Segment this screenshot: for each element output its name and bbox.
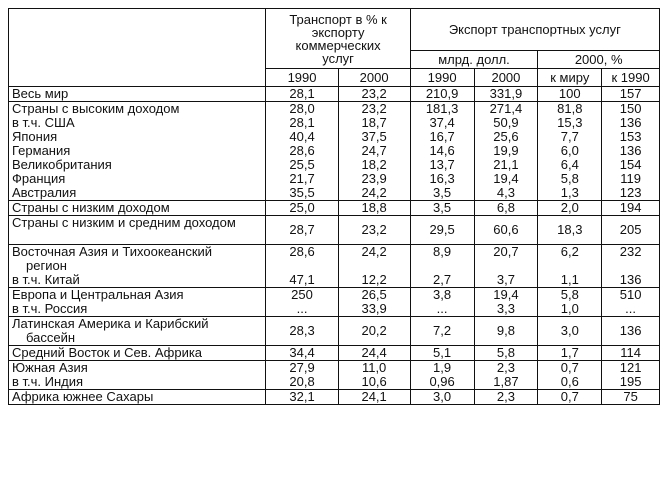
cell-value: 5,8 (496, 346, 515, 360)
value-cell-c4 (474, 361, 538, 390)
cell-value: 1,87 (493, 375, 519, 389)
cell-value: 23,2 (361, 102, 387, 116)
value-cell-c1 (266, 346, 338, 361)
cell-value: 24,2 (361, 245, 387, 259)
cell-value: 6,4 (560, 158, 579, 172)
row-label: в т.ч. Индия (12, 375, 84, 389)
cell-value: 18,3 (557, 222, 583, 237)
header-transport-export: Экспорт транспортных услуг (410, 9, 659, 51)
cell-value: 25,0 (289, 201, 315, 215)
cell-value: 194 (619, 201, 642, 215)
row-label: Франция (12, 172, 66, 186)
value-cell-c1 (266, 102, 338, 201)
cell-value: 11,0 (361, 361, 387, 375)
cell-value: 7,7 (560, 130, 579, 144)
table-row (9, 87, 660, 102)
cell-value: 6,0 (560, 144, 579, 158)
value-cell-c5 (538, 87, 602, 102)
value-cell-c5 (538, 317, 602, 346)
header-2000-percent: 2000, % (538, 51, 660, 69)
cell-value: 1,1 (560, 273, 579, 287)
value-cell-c2 (338, 87, 410, 102)
row-label: Австралия (12, 186, 77, 200)
cell-value: 2,0 (560, 201, 579, 215)
cell-value: 3,5 (433, 201, 452, 215)
cell-value: 250 (291, 288, 313, 302)
cell-value: 37,4 (429, 116, 455, 130)
cell-value: 3,3 (496, 302, 515, 316)
cell-value: 25,6 (493, 130, 519, 144)
cell-value: 21,7 (289, 172, 315, 186)
cell-value: 136 (619, 323, 642, 338)
cell-value: 8,9 (433, 245, 452, 259)
row-label-cell (9, 87, 266, 102)
cell-value: 28,6 (289, 144, 315, 158)
table-row (9, 317, 660, 346)
cell-value: 20,2 (361, 323, 387, 338)
cell-value: 27,9 (289, 361, 315, 375)
row-label: Страны с высоким доходом (12, 102, 180, 116)
row-label: Восточная Азия и Тихоокеанский регион (12, 244, 213, 273)
row-label: в т.ч. США (12, 116, 75, 130)
cell-value: 28,1 (289, 116, 315, 130)
cell-value: 2,3 (496, 390, 515, 404)
cell-value: 1,9 (433, 361, 452, 375)
value-cell-c6 (602, 361, 660, 390)
value-cell-c3 (410, 87, 474, 102)
value-cell-c4 (474, 201, 538, 216)
value-cell-c2 (338, 390, 410, 405)
row-label-cell (9, 102, 266, 201)
table-row (9, 216, 660, 245)
cell-value: 195 (619, 375, 642, 389)
header-to-1990: к 1990 (602, 69, 660, 87)
row-label-cell (9, 245, 266, 288)
value-cell-c3 (410, 317, 474, 346)
row-label-cell (9, 201, 266, 216)
value-cell-c1 (266, 390, 338, 405)
value-cell-c3 (410, 361, 474, 390)
cell-value: 16,3 (429, 172, 455, 186)
cell-value: 23,2 (361, 87, 387, 101)
cell-value: ... (436, 302, 448, 316)
row-label: Африка южнее Сахары (12, 390, 154, 404)
cell-value: 18,2 (361, 158, 387, 172)
value-cell-c2 (338, 216, 410, 245)
cell-value: 19,4 (493, 288, 519, 302)
value-cell-c4 (474, 390, 538, 405)
value-cell-c5 (538, 216, 602, 245)
cell-value: 232 (619, 245, 642, 259)
row-label: Латинская Америка и Карибский бассейн (12, 316, 209, 345)
cell-value: 24,1 (361, 390, 387, 404)
value-cell-c1 (266, 245, 338, 288)
cell-value: 0,6 (560, 375, 579, 389)
row-label-cell (9, 346, 266, 361)
cell-value: 40,4 (289, 130, 315, 144)
value-cell-c3 (410, 288, 474, 317)
header-2000-export: 2000 (474, 69, 538, 87)
cell-value: 16,7 (429, 130, 455, 144)
value-cell-c2 (338, 102, 410, 201)
cell-value: 75 (623, 390, 638, 404)
value-cell-c1 (266, 288, 338, 317)
cell-value: 20,7 (493, 245, 519, 259)
row-label: Страны с низким и средним доходом (12, 215, 236, 230)
cell-value: 2,7 (433, 273, 452, 287)
cell-value: 18,7 (361, 116, 387, 130)
cell-value: 26,5 (361, 288, 387, 302)
table-body (9, 87, 660, 405)
cell-value: 3,0 (560, 323, 579, 338)
cell-value: 21,1 (493, 158, 519, 172)
table-row (9, 245, 660, 288)
cell-value: 121 (619, 361, 642, 375)
value-cell-c2 (338, 288, 410, 317)
cell-value: 205 (619, 222, 642, 237)
cell-value: 10,6 (361, 375, 387, 389)
cell-value: 5,8 (560, 172, 579, 186)
cell-value: 9,8 (496, 323, 515, 338)
row-label: Южная Азия (12, 361, 88, 375)
cell-value: 14,6 (429, 144, 455, 158)
value-cell-c3 (410, 245, 474, 288)
cell-value: 24,4 (361, 346, 387, 360)
value-cell-c4 (474, 317, 538, 346)
value-cell-c1 (266, 87, 338, 102)
value-cell-c4 (474, 216, 538, 245)
cell-value: 1,3 (560, 186, 579, 200)
cell-value: 81,8 (557, 102, 583, 116)
cell-value: 20,8 (289, 375, 315, 389)
value-cell-c6 (602, 245, 660, 288)
statistics-table-page (8, 8, 660, 472)
value-cell-c6 (602, 201, 660, 216)
cell-value: 24,2 (361, 186, 387, 200)
row-label: Япония (12, 130, 58, 144)
value-cell-c2 (338, 245, 410, 288)
cell-value: 181,3 (425, 102, 459, 116)
cell-value: 32,1 (289, 390, 315, 404)
cell-value: 114 (620, 346, 641, 360)
value-cell-c5 (538, 390, 602, 405)
cell-value: 150 (619, 102, 642, 116)
cell-value: 28,6 (289, 245, 315, 259)
header-bln-usd: млрд. долл. (410, 51, 538, 69)
table-row (9, 346, 660, 361)
value-cell-c3 (410, 102, 474, 201)
cell-value: 28,0 (289, 102, 315, 116)
row-label-cell (9, 317, 266, 346)
cell-value: 24,7 (361, 144, 387, 158)
table-row (9, 102, 660, 201)
cell-value: 1,0 (560, 302, 579, 316)
row-label: Великобритания (12, 158, 112, 172)
row-label-cell (9, 361, 266, 390)
value-cell-c5 (538, 361, 602, 390)
header-to-world: к миру (538, 69, 602, 87)
value-cell-c3 (410, 390, 474, 405)
row-label: Страны с низким доходом (12, 201, 170, 215)
value-cell-c1 (266, 317, 338, 346)
row-label: Средний Восток и Сев. Африка (12, 346, 203, 360)
row-label-cell (9, 216, 266, 245)
value-cell-c6 (602, 216, 660, 245)
value-cell-c4 (474, 288, 538, 317)
cell-value: 510 (619, 288, 642, 302)
table-row (9, 288, 660, 317)
value-cell-c6 (602, 102, 660, 201)
value-cell-c5 (538, 201, 602, 216)
cell-value: 13,7 (429, 158, 455, 172)
value-cell-c4 (474, 87, 538, 102)
cell-value: 19,4 (493, 172, 519, 186)
row-label-cell (9, 288, 266, 317)
cell-value: 60,6 (493, 222, 519, 237)
cell-value: 0,7 (560, 361, 579, 375)
cell-value: 3,0 (433, 390, 452, 404)
cell-value: 28,1 (289, 87, 315, 101)
row-label: Европа и Центральная Азия (12, 288, 184, 302)
cell-value: 0,96 (429, 375, 455, 389)
value-cell-c1 (266, 361, 338, 390)
cell-value: 0,7 (560, 390, 579, 404)
cell-value: ... (625, 302, 637, 316)
cell-value: 34,4 (289, 346, 315, 360)
cell-value: 6,2 (560, 245, 579, 259)
cell-value: 4,3 (496, 186, 515, 200)
cell-value: 28,3 (289, 323, 315, 338)
cell-value: 12,2 (361, 273, 387, 287)
value-cell-c6 (602, 390, 660, 405)
cell-value: 18,8 (361, 201, 387, 215)
value-cell-c6 (602, 288, 660, 317)
cell-value: 5,8 (560, 288, 579, 302)
cell-value: ... (296, 302, 308, 316)
value-cell-c5 (538, 102, 602, 201)
cell-value: 5,1 (433, 346, 452, 360)
value-cell-c2 (338, 317, 410, 346)
cell-value: 210,9 (425, 87, 459, 101)
cell-value: 1,7 (560, 346, 579, 360)
cell-value: 3,5 (433, 186, 452, 200)
value-cell-c6 (602, 317, 660, 346)
cell-value: 15,3 (557, 116, 583, 130)
cell-value: 50,9 (493, 116, 519, 130)
cell-value: 154 (619, 158, 642, 172)
value-cell-c5 (538, 245, 602, 288)
cell-value: 271,4 (489, 102, 523, 116)
cell-value: 7,2 (433, 323, 452, 338)
header-1990-share: 1990 (266, 69, 338, 87)
cell-value: 23,2 (361, 222, 387, 237)
value-cell-c5 (538, 288, 602, 317)
header-transport-share: Транспорт в % к экспорту коммерческих услуг (266, 9, 410, 69)
row-label: в т.ч. Россия (12, 302, 88, 316)
cell-value: 23,9 (361, 172, 387, 186)
value-cell-c4 (474, 102, 538, 201)
row-label-cell (9, 390, 266, 405)
cell-value: 6,8 (496, 201, 515, 215)
cell-value: 119 (620, 172, 641, 186)
cell-value: 29,5 (429, 222, 455, 237)
value-cell-c2 (338, 361, 410, 390)
value-cell-c5 (538, 346, 602, 361)
row-label: Германия (12, 144, 71, 158)
cell-value: 157 (619, 87, 642, 101)
cell-value: 136 (619, 116, 642, 130)
cell-value: 33,9 (361, 302, 387, 316)
row-label: в т.ч. Китай (12, 273, 80, 287)
value-cell-c1 (266, 201, 338, 216)
cell-value: 2,3 (496, 361, 515, 375)
cell-value: 19,9 (493, 144, 519, 158)
cell-value: 100 (558, 87, 581, 101)
cell-value: 37,5 (361, 130, 387, 144)
cell-value: 25,5 (289, 158, 315, 172)
transport-services-table (8, 8, 660, 405)
table-row (9, 361, 660, 390)
cell-value: 47,1 (289, 273, 315, 287)
cell-value: 35,5 (289, 186, 315, 200)
value-cell-c2 (338, 201, 410, 216)
cell-value: 136 (619, 144, 642, 158)
value-cell-c6 (602, 346, 660, 361)
header-2000-share: 2000 (338, 69, 410, 87)
cell-value: 331,9 (489, 87, 523, 101)
value-cell-c4 (474, 346, 538, 361)
cell-value: 123 (619, 186, 642, 200)
header-1990-export: 1990 (410, 69, 474, 87)
cell-value: 136 (619, 273, 642, 287)
table-row (9, 201, 660, 216)
value-cell-c3 (410, 216, 474, 245)
cell-value: 3,8 (433, 288, 452, 302)
value-cell-c1 (266, 216, 338, 245)
value-cell-c4 (474, 245, 538, 288)
row-label: Весь мир (12, 87, 69, 101)
cell-value: 3,7 (496, 273, 515, 287)
value-cell-c3 (410, 346, 474, 361)
table-row (9, 390, 660, 405)
value-cell-c2 (338, 346, 410, 361)
cell-value: 28,7 (289, 222, 315, 237)
header-corner (9, 9, 266, 87)
value-cell-c3 (410, 201, 474, 216)
cell-value: 153 (619, 130, 642, 144)
value-cell-c6 (602, 87, 660, 102)
